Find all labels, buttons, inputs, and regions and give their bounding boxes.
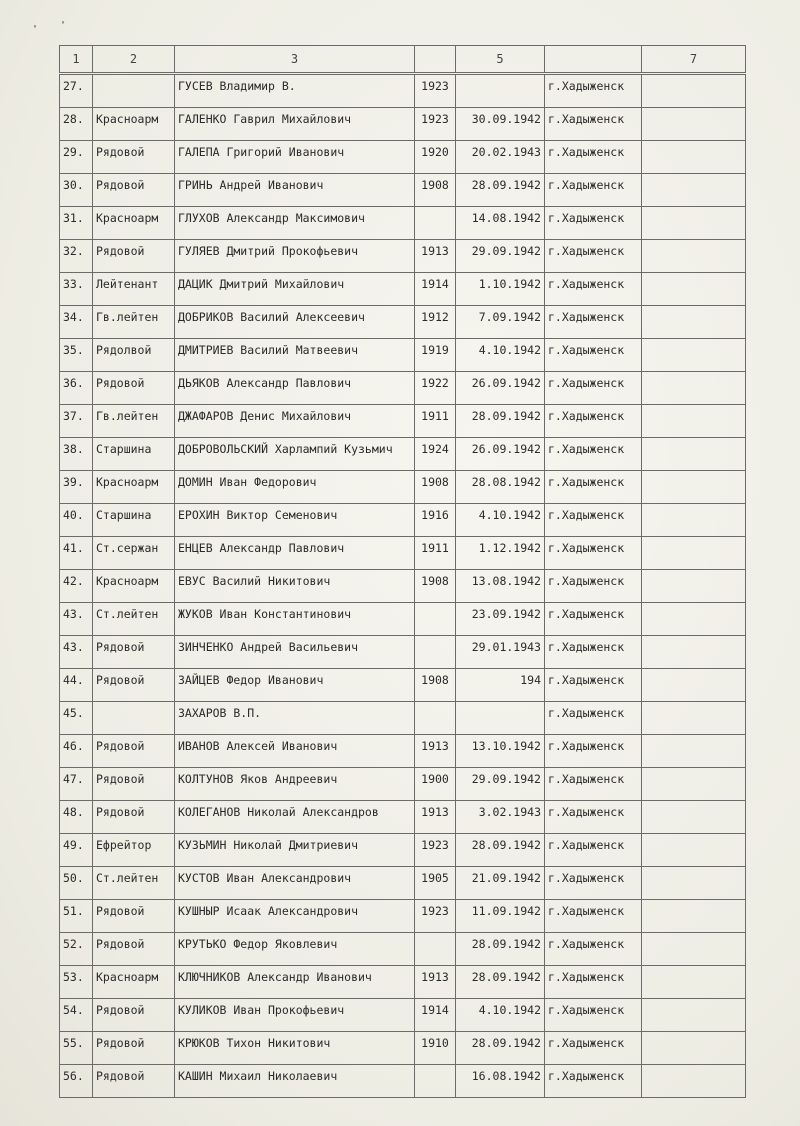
military-rank: Рядовой bbox=[93, 636, 175, 669]
person-name: КЛЮЧНИКОВ Александр Иванович bbox=[175, 966, 415, 999]
burial-place: г.Хадыженск bbox=[545, 504, 642, 537]
row-number: 45. bbox=[60, 702, 93, 735]
birth-year bbox=[415, 933, 456, 966]
military-rank: Рядовой bbox=[93, 372, 175, 405]
death-date: 28.09.1942 bbox=[456, 834, 545, 867]
death-date: 4.10.1942 bbox=[456, 504, 545, 537]
row-number: 28. bbox=[60, 108, 93, 141]
birth-year bbox=[415, 207, 456, 240]
notes-cell bbox=[642, 867, 746, 900]
person-name: ЕНЦЕВ Александр Павлович bbox=[175, 537, 415, 570]
table-row bbox=[60, 339, 746, 372]
table-row bbox=[60, 933, 746, 966]
burial-place: г.Хадыженск bbox=[545, 273, 642, 306]
row-number: 31. bbox=[60, 207, 93, 240]
burial-place: г.Хадыженск bbox=[545, 74, 642, 108]
death-date: 194 bbox=[456, 669, 545, 702]
burial-place: г.Хадыженск bbox=[545, 669, 642, 702]
notes-cell bbox=[642, 1065, 746, 1098]
military-rank: Рядовой bbox=[93, 735, 175, 768]
burial-place: г.Хадыженск bbox=[545, 768, 642, 801]
death-date: 7.09.1942 bbox=[456, 306, 545, 339]
notes-cell bbox=[642, 636, 746, 669]
table-row bbox=[60, 438, 746, 471]
death-date: 20.02.1943 bbox=[456, 141, 545, 174]
row-number: 43. bbox=[60, 636, 93, 669]
table-row bbox=[60, 108, 746, 141]
person-name: ГАЛЕПА Григорий Иванович bbox=[175, 141, 415, 174]
burial-place: г.Хадыженск bbox=[545, 471, 642, 504]
birth-year: 1914 bbox=[415, 273, 456, 306]
notes-cell bbox=[642, 438, 746, 471]
person-name: ДЬЯКОВ Александр Павлович bbox=[175, 372, 415, 405]
scan-speck: ' bbox=[60, 20, 67, 31]
header-col-6 bbox=[545, 46, 642, 74]
birth-year: 1916 bbox=[415, 504, 456, 537]
death-date: 1.12.1942 bbox=[456, 537, 545, 570]
burial-place: г.Хадыженск bbox=[545, 1065, 642, 1098]
military-rank: Рядовой bbox=[93, 900, 175, 933]
person-name: ЕРОХИН Виктор Семенович bbox=[175, 504, 415, 537]
person-name: КУЛИКОВ Иван Прокофьевич bbox=[175, 999, 415, 1032]
table-row bbox=[60, 537, 746, 570]
table-row bbox=[60, 174, 746, 207]
person-name: КУСТОВ Иван Александрович bbox=[175, 867, 415, 900]
header-col-2: 2 bbox=[93, 46, 175, 74]
person-name: ЖУКОВ Иван Константинович bbox=[175, 603, 415, 636]
row-number: 32. bbox=[60, 240, 93, 273]
birth-year bbox=[415, 636, 456, 669]
row-number: 48. bbox=[60, 801, 93, 834]
burial-place: г.Хадыженск bbox=[545, 570, 642, 603]
row-number: 35. bbox=[60, 339, 93, 372]
burial-place: г.Хадыженск bbox=[545, 834, 642, 867]
military-rank: Ст.сержан bbox=[93, 537, 175, 570]
header-col-3: 3 bbox=[175, 46, 415, 74]
notes-cell bbox=[642, 801, 746, 834]
row-number: 53. bbox=[60, 966, 93, 999]
burial-place: г.Хадыженск bbox=[545, 702, 642, 735]
header-col-7: 7 bbox=[642, 46, 746, 74]
table-row bbox=[60, 702, 746, 735]
birth-year: 1912 bbox=[415, 306, 456, 339]
burial-place: г.Хадыженск bbox=[545, 537, 642, 570]
death-date: 26.09.1942 bbox=[456, 438, 545, 471]
death-date: 28.08.1942 bbox=[456, 471, 545, 504]
military-rank: Лейтенант bbox=[93, 273, 175, 306]
burial-list-table bbox=[59, 45, 746, 1098]
death-date: 13.10.1942 bbox=[456, 735, 545, 768]
notes-cell bbox=[642, 273, 746, 306]
death-date: 29.09.1942 bbox=[456, 768, 545, 801]
military-rank: Рядолвой bbox=[93, 339, 175, 372]
death-date bbox=[456, 702, 545, 735]
burial-place: г.Хадыженск bbox=[545, 141, 642, 174]
death-date: 16.08.1942 bbox=[456, 1065, 545, 1098]
burial-place: г.Хадыженск bbox=[545, 174, 642, 207]
military-rank: Ст.лейтен bbox=[93, 603, 175, 636]
military-rank: Рядовой bbox=[93, 801, 175, 834]
birth-year: 1913 bbox=[415, 735, 456, 768]
row-number: 34. bbox=[60, 306, 93, 339]
burial-place: г.Хадыженск bbox=[545, 405, 642, 438]
death-date: 28.09.1942 bbox=[456, 405, 545, 438]
row-number: 27. bbox=[60, 74, 93, 108]
military-rank: Рядовой bbox=[93, 240, 175, 273]
table-row bbox=[60, 504, 746, 537]
birth-year: 1905 bbox=[415, 867, 456, 900]
table-row bbox=[60, 603, 746, 636]
military-rank: Ст.лейтен bbox=[93, 867, 175, 900]
row-number: 42. bbox=[60, 570, 93, 603]
burial-place: г.Хадыженск bbox=[545, 108, 642, 141]
military-rank: Красноарм bbox=[93, 471, 175, 504]
military-rank bbox=[93, 74, 175, 108]
row-number: 37. bbox=[60, 405, 93, 438]
death-date: 21.09.1942 bbox=[456, 867, 545, 900]
row-number: 36. bbox=[60, 372, 93, 405]
death-date: 28.09.1942 bbox=[456, 966, 545, 999]
birth-year: 1911 bbox=[415, 537, 456, 570]
death-date: 4.10.1942 bbox=[456, 339, 545, 372]
birth-year: 1910 bbox=[415, 1032, 456, 1065]
person-name: ЗИНЧЕНКО Андрей Васильевич bbox=[175, 636, 415, 669]
military-rank: Красноарм bbox=[93, 966, 175, 999]
notes-cell bbox=[642, 74, 746, 108]
person-name: ГРИНЬ Андрей Иванович bbox=[175, 174, 415, 207]
military-rank: Красноарм bbox=[93, 108, 175, 141]
military-rank: Рядовой bbox=[93, 174, 175, 207]
row-number: 56. bbox=[60, 1065, 93, 1098]
birth-year: 1900 bbox=[415, 768, 456, 801]
birth-year: 1908 bbox=[415, 471, 456, 504]
burial-place: г.Хадыженск bbox=[545, 636, 642, 669]
person-name: ГАЛЕНКО Гаврил Михайлович bbox=[175, 108, 415, 141]
notes-cell bbox=[642, 240, 746, 273]
notes-cell bbox=[642, 372, 746, 405]
notes-cell bbox=[642, 537, 746, 570]
table-row bbox=[60, 570, 746, 603]
death-date: 29.09.1942 bbox=[456, 240, 545, 273]
row-number: 43. bbox=[60, 603, 93, 636]
row-number: 39. bbox=[60, 471, 93, 504]
person-name: КУЗЬМИН Николай Дмитриевич bbox=[175, 834, 415, 867]
person-name: ЗАЙЦЕВ Федор Иванович bbox=[175, 669, 415, 702]
row-number: 40. bbox=[60, 504, 93, 537]
notes-cell bbox=[642, 1032, 746, 1065]
death-date: 28.09.1942 bbox=[456, 174, 545, 207]
table-row bbox=[60, 372, 746, 405]
person-name: КРУТЬКО Федор Яковлевич bbox=[175, 933, 415, 966]
table-row bbox=[60, 999, 746, 1032]
death-date: 14.08.1942 bbox=[456, 207, 545, 240]
military-rank bbox=[93, 702, 175, 735]
notes-cell bbox=[642, 900, 746, 933]
burial-place: г.Хадыженск bbox=[545, 339, 642, 372]
person-name: ЕВУС Василий Никитович bbox=[175, 570, 415, 603]
notes-cell bbox=[642, 174, 746, 207]
header-col-1: 1 bbox=[60, 46, 93, 74]
birth-year: 1923 bbox=[415, 74, 456, 108]
death-date: 29.01.1943 bbox=[456, 636, 545, 669]
birth-year: 1913 bbox=[415, 240, 456, 273]
military-rank: Рядовой bbox=[93, 669, 175, 702]
person-name: ИВАНОВ Алексей Иванович bbox=[175, 735, 415, 768]
death-date: 28.09.1942 bbox=[456, 1032, 545, 1065]
table-row bbox=[60, 867, 746, 900]
birth-year: 1923 bbox=[415, 900, 456, 933]
person-name: КРЮКОВ Тихон Никитович bbox=[175, 1032, 415, 1065]
row-number: 47. bbox=[60, 768, 93, 801]
death-date: 26.09.1942 bbox=[456, 372, 545, 405]
birth-year: 1923 bbox=[415, 108, 456, 141]
burial-place: г.Хадыженск bbox=[545, 900, 642, 933]
table-row bbox=[60, 141, 746, 174]
notes-cell bbox=[642, 735, 746, 768]
birth-year bbox=[415, 702, 456, 735]
notes-cell bbox=[642, 702, 746, 735]
table-row bbox=[60, 735, 746, 768]
burial-place: г.Хадыженск bbox=[545, 372, 642, 405]
burial-place: г.Хадыженск bbox=[545, 240, 642, 273]
table-row bbox=[60, 306, 746, 339]
birth-year: 1919 bbox=[415, 339, 456, 372]
death-date bbox=[456, 74, 545, 108]
row-number: 38. bbox=[60, 438, 93, 471]
column-number-header bbox=[60, 46, 746, 74]
table-row bbox=[60, 636, 746, 669]
row-number: 33. bbox=[60, 273, 93, 306]
military-rank: Старшина bbox=[93, 504, 175, 537]
table-row bbox=[60, 834, 746, 867]
header-col-5: 5 bbox=[456, 46, 545, 74]
birth-year bbox=[415, 603, 456, 636]
header-col-4 bbox=[415, 46, 456, 74]
military-rank: Рядовой bbox=[93, 1032, 175, 1065]
birth-year: 1914 bbox=[415, 999, 456, 1032]
scan-speck: ' bbox=[32, 24, 39, 35]
notes-cell bbox=[642, 339, 746, 372]
birth-year: 1913 bbox=[415, 966, 456, 999]
notes-cell bbox=[642, 141, 746, 174]
person-name: КОЛЕГАНОВ Николай Александров bbox=[175, 801, 415, 834]
military-rank: Ефрейтор bbox=[93, 834, 175, 867]
military-rank: Рядовой bbox=[93, 999, 175, 1032]
person-name: ГУЛЯЕВ Дмитрий Прокофьевич bbox=[175, 240, 415, 273]
table-row bbox=[60, 405, 746, 438]
burial-place: г.Хадыженск bbox=[545, 966, 642, 999]
military-rank: Рядовой bbox=[93, 1065, 175, 1098]
table-row bbox=[60, 207, 746, 240]
table-row bbox=[60, 669, 746, 702]
table-row bbox=[60, 273, 746, 306]
notes-cell bbox=[642, 933, 746, 966]
notes-cell bbox=[642, 471, 746, 504]
person-name: ДЖАФАРОВ Денис Михайлович bbox=[175, 405, 415, 438]
birth-year: 1922 bbox=[415, 372, 456, 405]
burial-place: г.Хадыженск bbox=[545, 801, 642, 834]
notes-cell bbox=[642, 405, 746, 438]
table-row bbox=[60, 768, 746, 801]
table-row bbox=[60, 1032, 746, 1065]
notes-cell bbox=[642, 207, 746, 240]
person-name: ГУСЕВ Владимир В. bbox=[175, 74, 415, 108]
row-number: 29. bbox=[60, 141, 93, 174]
burial-place: г.Хадыженск bbox=[545, 867, 642, 900]
notes-cell bbox=[642, 834, 746, 867]
table-row bbox=[60, 471, 746, 504]
death-date: 3.02.1943 bbox=[456, 801, 545, 834]
person-name: КОЛТУНОВ Яков Андреевич bbox=[175, 768, 415, 801]
notes-cell bbox=[642, 504, 746, 537]
row-number: 54. bbox=[60, 999, 93, 1032]
row-number: 46. bbox=[60, 735, 93, 768]
table-row bbox=[60, 900, 746, 933]
death-date: 23.09.1942 bbox=[456, 603, 545, 636]
military-rank: Рядовой bbox=[93, 933, 175, 966]
person-name: ДОМИН Иван Федорович bbox=[175, 471, 415, 504]
notes-cell bbox=[642, 570, 746, 603]
table-row bbox=[60, 1065, 746, 1098]
death-date: 4.10.1942 bbox=[456, 999, 545, 1032]
person-name: КУШНЫР Исаак Александрович bbox=[175, 900, 415, 933]
burial-place: г.Хадыженск bbox=[545, 933, 642, 966]
person-name: ДОБРИКОВ Василий Алексеевич bbox=[175, 306, 415, 339]
birth-year: 1908 bbox=[415, 669, 456, 702]
table-row bbox=[60, 74, 746, 108]
death-date: 11.09.1942 bbox=[456, 900, 545, 933]
notes-cell bbox=[642, 669, 746, 702]
notes-cell bbox=[642, 603, 746, 636]
death-date: 28.09.1942 bbox=[456, 933, 545, 966]
military-rank: Старшина bbox=[93, 438, 175, 471]
death-date: 13.08.1942 bbox=[456, 570, 545, 603]
burial-place: г.Хадыженск bbox=[545, 603, 642, 636]
notes-cell bbox=[642, 768, 746, 801]
death-date: 30.09.1942 bbox=[456, 108, 545, 141]
row-number: 55. bbox=[60, 1032, 93, 1065]
notes-cell bbox=[642, 306, 746, 339]
row-number: 52. bbox=[60, 933, 93, 966]
birth-year: 1924 bbox=[415, 438, 456, 471]
military-rank: Красноарм bbox=[93, 570, 175, 603]
person-name: КАШИН Михаил Николаевич bbox=[175, 1065, 415, 1098]
row-number: 51. bbox=[60, 900, 93, 933]
birth-year: 1920 bbox=[415, 141, 456, 174]
military-rank: Гв.лейтен bbox=[93, 405, 175, 438]
table-row bbox=[60, 240, 746, 273]
burial-place: г.Хадыженск bbox=[545, 999, 642, 1032]
military-rank: Рядовой bbox=[93, 768, 175, 801]
birth-year: 1911 bbox=[415, 405, 456, 438]
person-name: ДОБРОВОЛЬСКИЙ Харлампий Кузьмич bbox=[175, 438, 415, 471]
military-rank: Рядовой bbox=[93, 141, 175, 174]
row-number: 44. bbox=[60, 669, 93, 702]
military-rank: Красноарм bbox=[93, 207, 175, 240]
person-name: ГЛУХОВ Александр Максимович bbox=[175, 207, 415, 240]
birth-year bbox=[415, 1065, 456, 1098]
row-number: 41. bbox=[60, 537, 93, 570]
notes-cell bbox=[642, 108, 746, 141]
person-name: ДАЦИК Дмитрий Михайлович bbox=[175, 273, 415, 306]
burial-place: г.Хадыженск bbox=[545, 306, 642, 339]
burial-place: г.Хадыженск bbox=[545, 207, 642, 240]
burial-place: г.Хадыженск bbox=[545, 1032, 642, 1065]
birth-year: 1908 bbox=[415, 174, 456, 207]
burial-place: г.Хадыженск bbox=[545, 438, 642, 471]
military-rank: Гв.лейтен bbox=[93, 306, 175, 339]
person-name: ЗАХАРОВ В.П. bbox=[175, 702, 415, 735]
birth-year: 1913 bbox=[415, 801, 456, 834]
table-row bbox=[60, 966, 746, 999]
person-name: ДМИТРИЕВ Василий Матвеевич bbox=[175, 339, 415, 372]
row-number: 30. bbox=[60, 174, 93, 207]
row-number: 50. bbox=[60, 867, 93, 900]
birth-year: 1923 bbox=[415, 834, 456, 867]
notes-cell bbox=[642, 966, 746, 999]
death-date: 1.10.1942 bbox=[456, 273, 545, 306]
row-number: 49. bbox=[60, 834, 93, 867]
burial-place: г.Хадыженск bbox=[545, 735, 642, 768]
birth-year: 1908 bbox=[415, 570, 456, 603]
table-row bbox=[60, 801, 746, 834]
notes-cell bbox=[642, 999, 746, 1032]
